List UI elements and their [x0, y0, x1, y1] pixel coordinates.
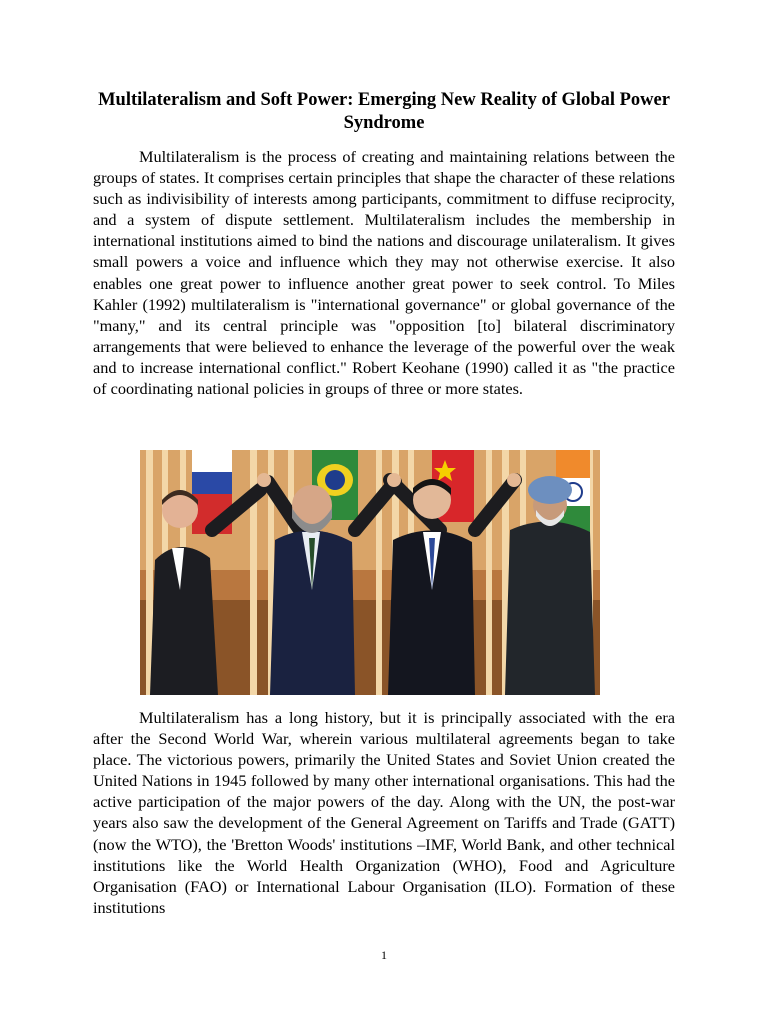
photo-leaders-raising-joined-hands: [140, 450, 600, 695]
photo-illustration: [140, 450, 600, 695]
paragraph-history: Multilateralism has a long history, but it is principally associated with the era after the Second World War, wherein various multilateral agreements began to take place. The victorious powers, primarily the United States and Soviet Union created the United Nations in 1945 followed by many other international organisations. This had the active participation of the major powers of the day. Along with the UN, the post-war years also saw the development of the General Agreement on Tariffs and Trade (GATT) (now the WTO), the 'Bretton Woods' institutions –IMF, World Bank, and other technical institutions like the World Health Organization (WHO), Food and Agriculture Organisation (FAO) or International Labour Organisation (ILO). Formation of these institutions: [93, 708, 675, 917]
page-number: 1: [381, 948, 387, 962]
paragraph-intro: Multilateralism is the process of creating and maintaining relations between the groups of states. It comprises certain principles that shape the character of these relations such as indivisibility of interests among participants, commitment to diffuse reciprocity, and a system of dispute settlement. Multilateralism includes the membership in international institutions aimed to bind the nations and discourage unilateralism. It gives small powers a voice and influence which they may not otherwise exercise. It also enables one great power to influence another great power to seek control. To Miles Kahler (1992) multilateralism is "international governance" or global governance of the "many," and its central principle was "opposition [to] bilateral discriminatory arrangements that were believed to enhance the leverage of the powerful over the weak and to increase international conflict." Robert Keohane (1990) called it as "the practice of coordinating national policies in groups of three or more states.: [93, 147, 675, 399]
document-title: Multilateralism and Soft Power: Emerging New Reality of Global Power Syndrome: [98, 90, 670, 133]
